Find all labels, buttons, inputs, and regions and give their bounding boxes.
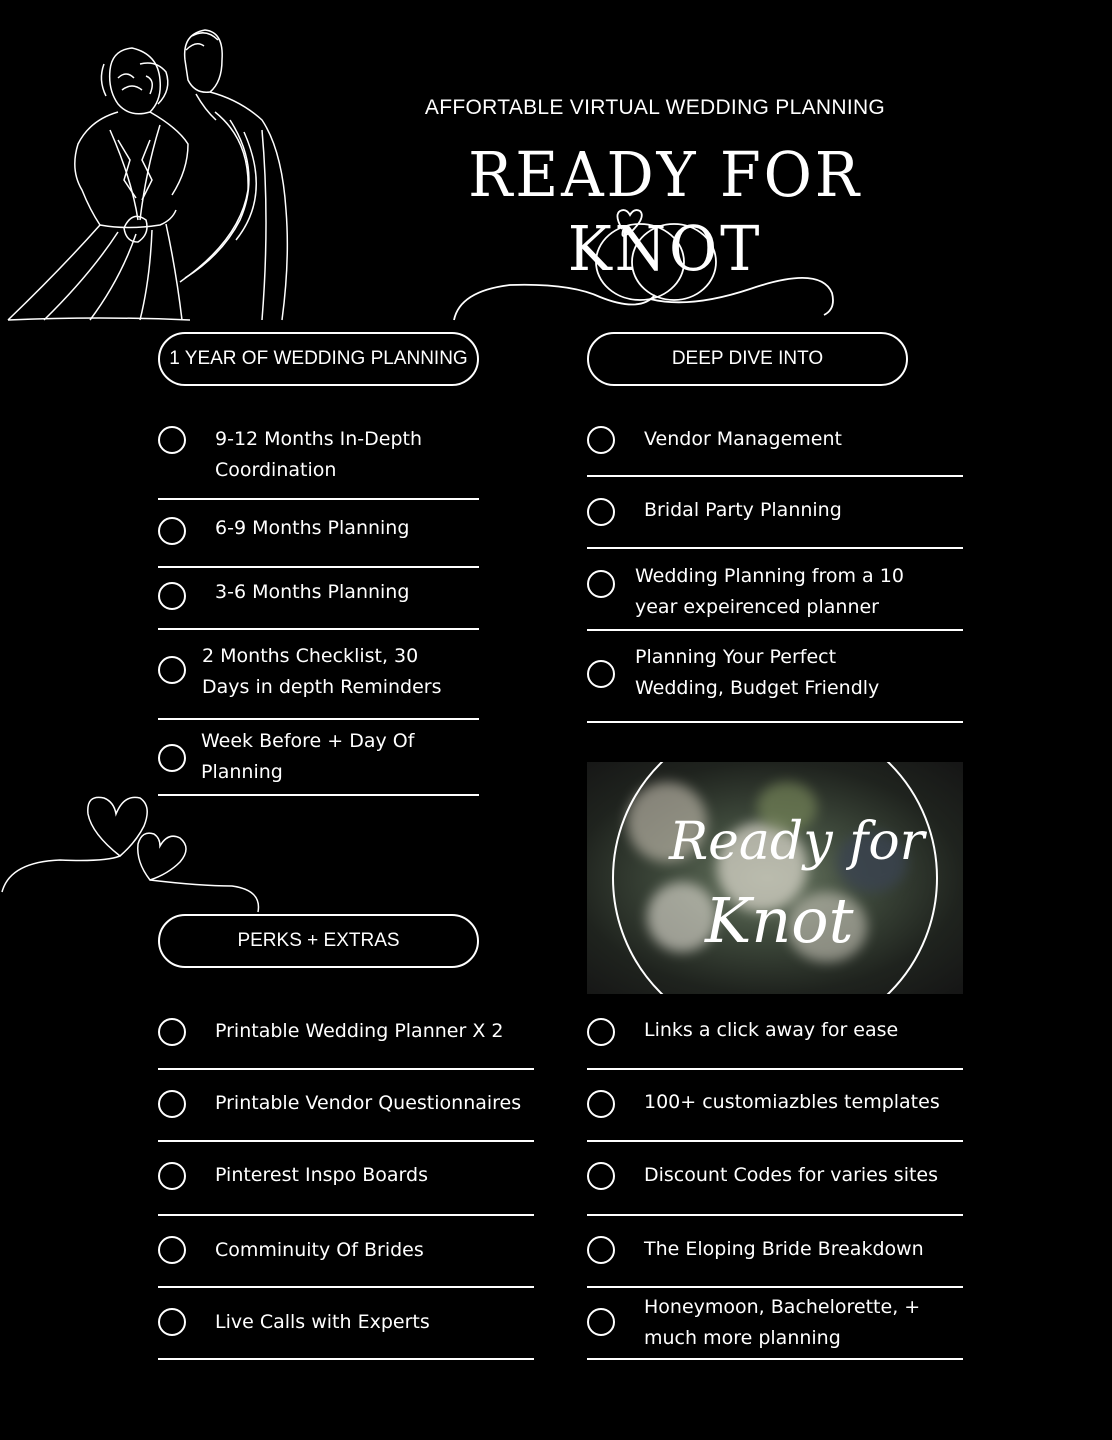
checkbox-circle[interactable] [587,1162,615,1190]
perk-item-label: Printable Vendor Questionnaires [215,1092,522,1114]
checklist-item-label: 3-6 Months Planning [215,581,410,603]
perk-item[interactable] [587,1288,963,1360]
checklist-item-label: Week Before + Day Of Planning [201,730,415,783]
checkbox-circle[interactable] [158,426,186,454]
logo-line2: Knot [705,884,854,957]
checklist-item[interactable] [158,568,479,630]
checkbox-circle[interactable] [587,426,615,454]
checkbox-circle[interactable] [158,1090,186,1118]
perk-item-label: The Eloping Bride Breakdown [644,1238,924,1260]
ready-for-knot-logo-photo [587,762,963,994]
couple-illustration [0,20,300,325]
checkbox-circle[interactable] [158,1018,186,1046]
checklist-item[interactable] [158,500,479,568]
perk-item-label: Comminuity Of Brides [215,1239,424,1261]
checklist-item-label: Wedding Planning from a 10 year expeirenced planner [635,565,904,618]
perk-item[interactable] [587,1142,963,1216]
checkbox-circle[interactable] [158,1236,186,1264]
perk-item[interactable] [158,998,534,1070]
checkbox-circle[interactable] [587,570,615,598]
checklist-item[interactable] [158,720,479,796]
perks-extras-heading: PERKS + EXTRAS [158,914,479,968]
page-subtitle: AFFORTABLE VIRTUAL WEDDING PLANNING [424,96,886,119]
checklist-item-label: Vendor Management [644,428,842,450]
perk-item-label: Discount Codes for varies sites [644,1164,939,1186]
checkbox-circle[interactable] [158,744,186,772]
page-title: READY FOR KNOT [468,138,862,285]
perk-item[interactable] [587,1070,963,1142]
checklist-item-label: Bridal Party Planning [644,499,842,521]
checklist-item[interactable] [587,477,963,549]
checkbox-circle[interactable] [587,1308,615,1336]
checkbox-circle[interactable] [587,498,615,526]
checklist-item[interactable] [587,549,963,631]
checklist-item-label: 6-9 Months Planning [215,517,410,539]
perk-item[interactable] [158,1070,534,1142]
hearts-ornament [0,790,270,915]
checkbox-circle[interactable] [158,1308,186,1336]
perk-item-label: 100+ customiazbles templates [644,1091,940,1113]
checkbox-circle[interactable] [158,1162,186,1190]
checklist-item-label: 2 Months Checklist, 30 Days in depth Reminders [202,645,442,698]
checkbox-circle[interactable] [158,582,186,610]
perk-item-label: Links a click away for ease [644,1019,899,1041]
checklist-item[interactable] [587,410,963,477]
checkbox-circle[interactable] [158,517,186,545]
deep-dive-heading: DEEP DIVE INTO [587,332,908,386]
perk-item[interactable] [587,1216,963,1288]
checklist-item[interactable] [158,410,479,500]
checklist-item[interactable] [158,630,479,720]
perk-item[interactable] [158,1288,534,1360]
checklist-item[interactable] [587,631,963,723]
year-planning-heading: 1 YEAR OF WEDDING PLANNING [158,332,479,386]
checkbox-circle[interactable] [587,1090,615,1118]
perk-item-label: Live Calls with Experts [215,1311,430,1333]
logo-line1: Ready for [669,812,925,872]
perk-item[interactable] [158,1142,534,1216]
perk-item-label: Printable Wedding Planner X 2 [215,1020,504,1042]
checkbox-circle[interactable] [587,660,615,688]
perk-item[interactable] [158,1216,534,1288]
checkbox-circle[interactable] [587,1018,615,1046]
rings-ornament [450,205,840,325]
checkbox-circle[interactable] [587,1236,615,1264]
perk-item-label: Pinterest Inspo Boards [215,1164,428,1186]
checklist-item-label: Planning Your Perfect Wedding, Budget Friendly [635,646,880,699]
checklist-item-label: 9-12 Months In-Depth Coordination [215,428,423,481]
checkbox-circle[interactable] [158,656,186,684]
perk-item-label: Honeymoon, Bachelorette, + much more planning [644,1296,921,1349]
perk-item[interactable] [587,998,963,1070]
